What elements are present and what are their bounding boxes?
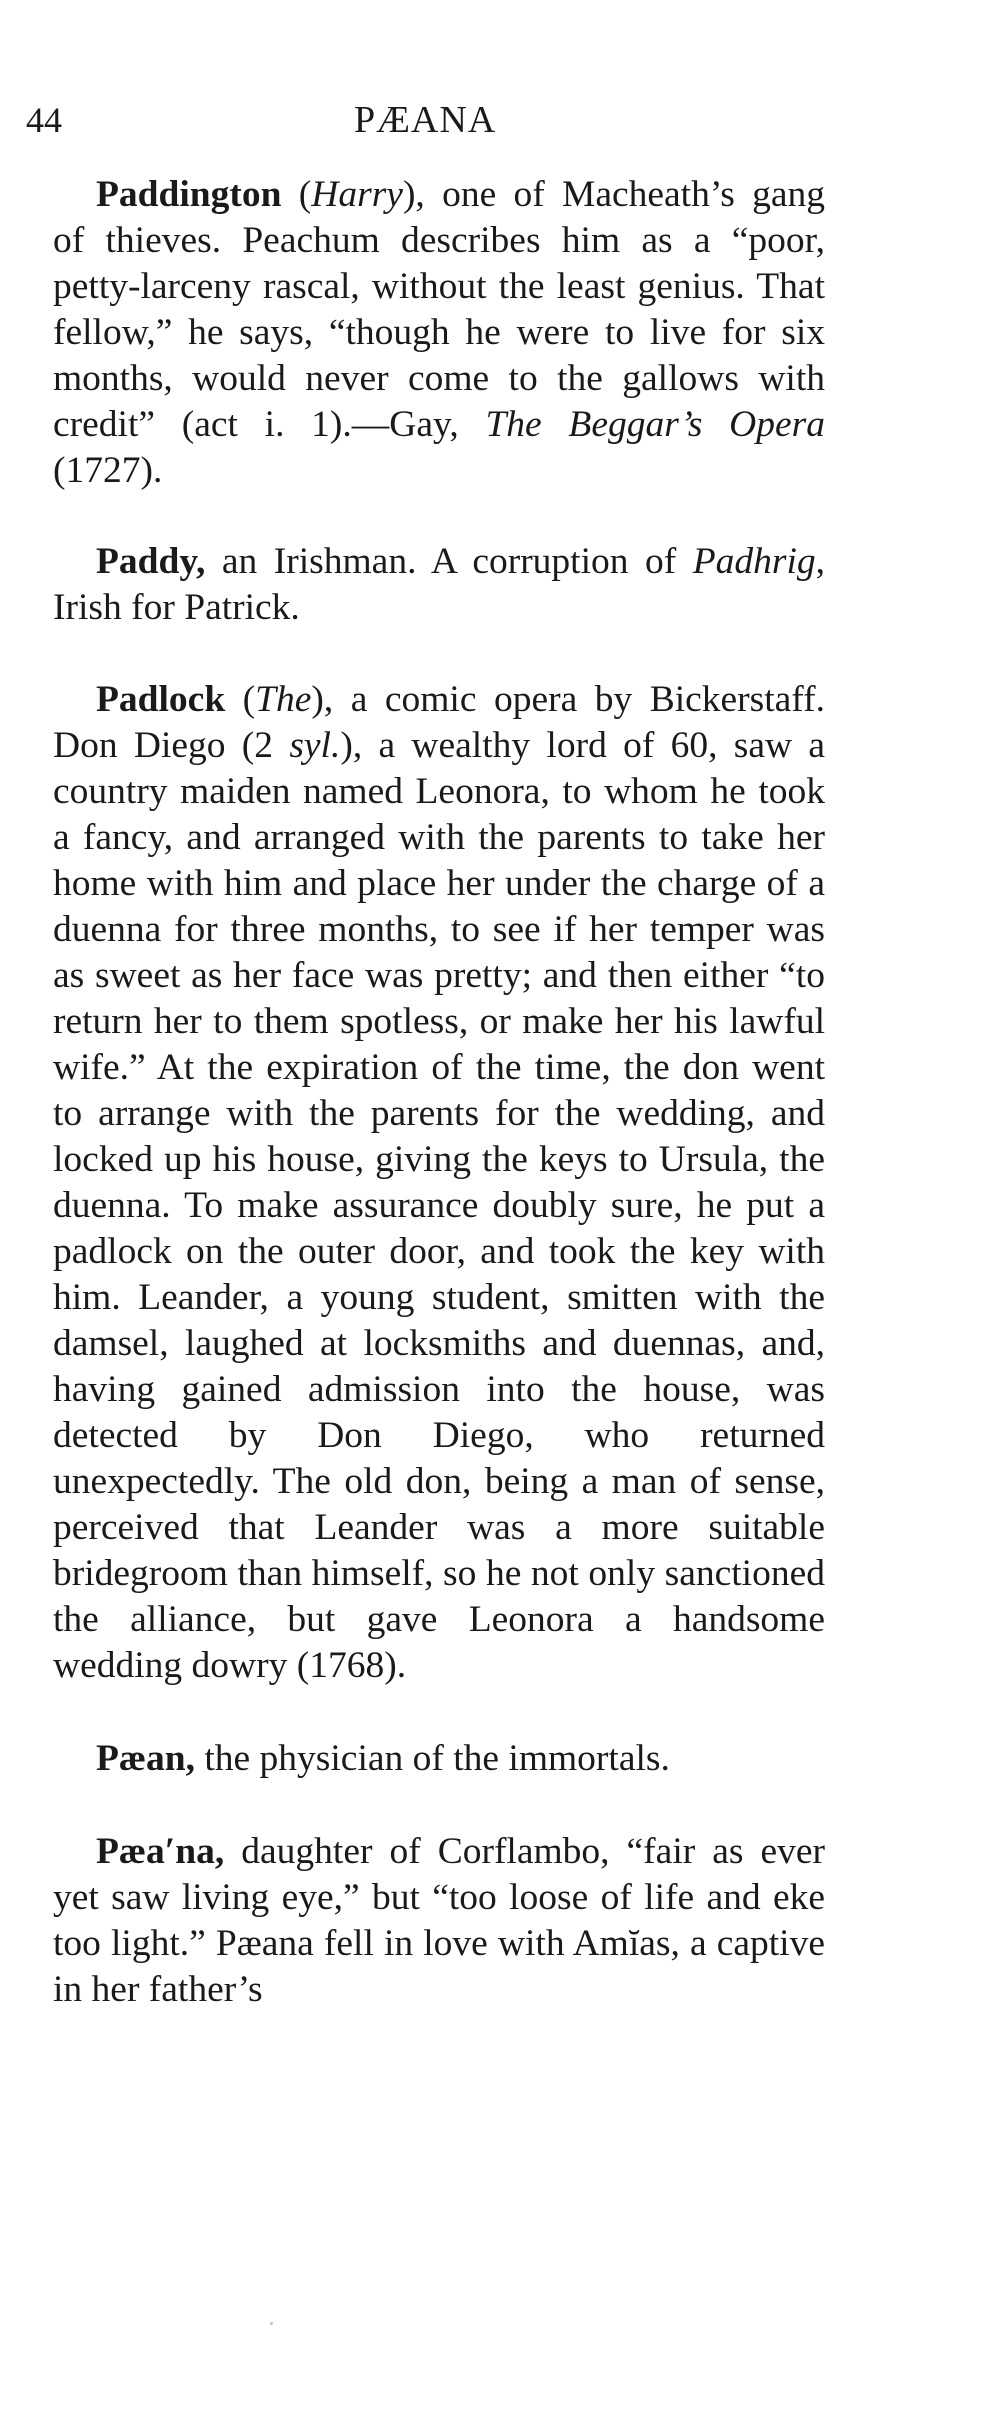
entry-text: an Irishman. A corruption of bbox=[205, 541, 693, 582]
work-title: The Beggar’s Opera bbox=[485, 404, 825, 445]
entry-paeana bbox=[53, 1829, 825, 2013]
entry-text: daughter of Corflambo, “fair as ever yet saw living eye,” but “too loose of life and eke too light.” Pæana fell in love with Amĭas, a captive in her father’s bbox=[53, 1831, 825, 2010]
italic-text: Harry bbox=[311, 174, 403, 215]
entry-text: ), a wealthy lord of 60, saw a country maiden named Leonora, to whom he took a fancy, and arranged with the parents to take her home with him and place her under the charge of a duenna for three months, to see if her temper was as sweet as her face was pretty; and then either “to return her to them spotless, or make her his lawful wife.” At the expiration of the time, the don went to arrange with the parents for the wedding, and locked up his house, giving the keys to Ursula, the duenna. To make assurance doubly sure, he put a padlock on the outer door, and took the key with him. Leander, a young student, smitten with the damsel, laughed at locksmiths and duennas, and, having gained admission into the house, was detected by Don Diego, who returned unexpectedly. The old don, being a man of sense, perceived that Leander was a more suitable bridegroom than himself, so he not only sanctioned the alliance, but gave Leonora a handsome wedding dowry (1768). bbox=[53, 725, 826, 1686]
headword: Pæan, bbox=[96, 1738, 195, 1779]
entry-text: (1727). bbox=[53, 450, 163, 491]
italic-text: syl. bbox=[289, 725, 341, 766]
running-head bbox=[26, 98, 806, 142]
headword: Padlock bbox=[96, 679, 226, 720]
headword: Paddy, bbox=[96, 541, 206, 582]
entry-text: ( bbox=[225, 679, 256, 720]
entry-text: ), one of Macheath’s gang of thieves. Peachum describes him as a “poor, petty-larceny rascal, without the least genius. That fellow,” he says, “though he were to live for six months, would never come to the gallows with credit” (act i. 1).—Gay, bbox=[53, 174, 825, 445]
headword: Paddington bbox=[96, 174, 282, 215]
entry-text: , Irish for Patrick. bbox=[53, 541, 825, 628]
text-column bbox=[53, 172, 825, 2013]
entry-text: ), a comic opera by Bickerstaff. Don Diego (2 bbox=[53, 679, 825, 766]
entry-text: ( bbox=[281, 174, 312, 215]
entry-paddington bbox=[53, 172, 825, 494]
entry-paddy bbox=[53, 539, 825, 631]
italic-text: Padhrig bbox=[692, 541, 816, 582]
running-title: PÆANA bbox=[354, 99, 497, 141]
entry-paean bbox=[53, 1736, 825, 1782]
entry-padlock bbox=[53, 677, 825, 1689]
page-speck bbox=[270, 2322, 273, 2325]
headword: Pæa′na, bbox=[96, 1831, 225, 1872]
italic-text: The bbox=[255, 679, 312, 720]
entry-text: the physician of the immortals. bbox=[194, 1738, 670, 1779]
page-number: 44 bbox=[26, 100, 62, 140]
